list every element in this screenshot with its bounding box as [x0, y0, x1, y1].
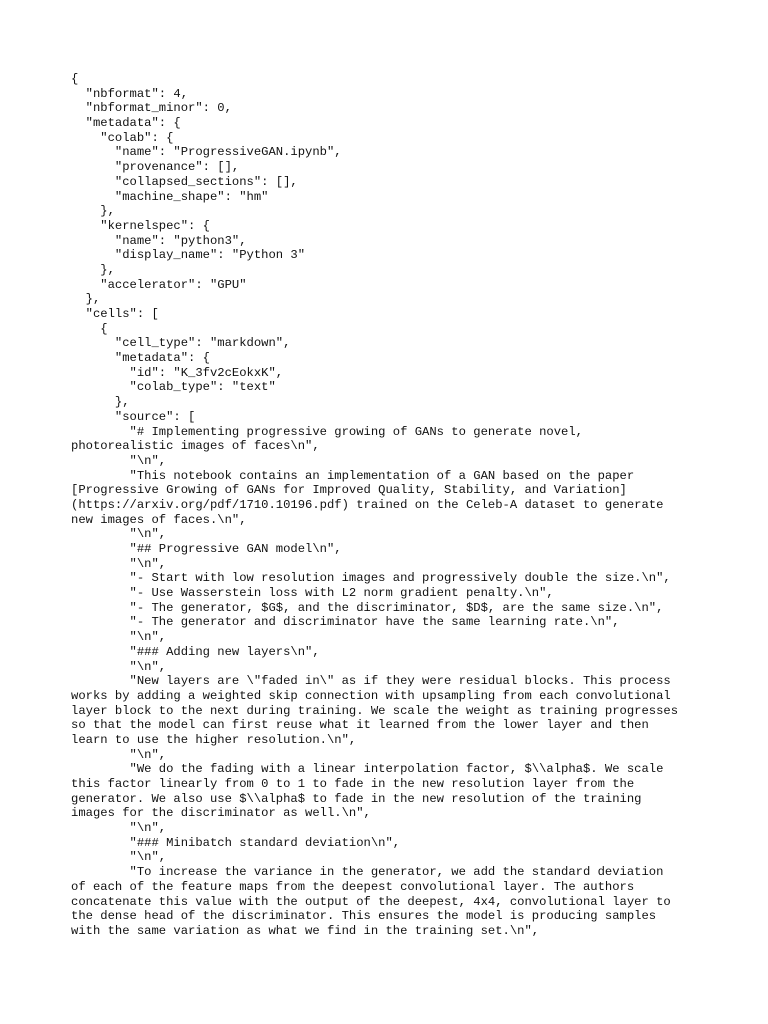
document-line: "colab": {: [71, 130, 174, 145]
document-line: "### Adding new layers\n",: [71, 644, 320, 659]
document-line: "- The generator, $G$, and the discriminator, $D$, are the same size.\n",: [71, 600, 664, 615]
document-line: },: [71, 292, 101, 307]
document-line: "To increase the variance in the generator, we add the standard deviation: [71, 865, 664, 880]
document-line: "We do the fading with a linear interpolation factor, $\\alpha$. We scale: [71, 762, 664, 777]
document-line: (https://arxiv.org/pdf/1710.10196.pdf) trained on the Celeb-A dataset to generate: [71, 497, 664, 512]
document-line: concatenate this value with the output of the deepest, 4x4, convolutional layer to: [71, 894, 671, 909]
document-line: photorealistic images of faces\n",: [71, 439, 320, 454]
document-line: of each of the feature maps from the deepest convolutional layer. The authors: [71, 879, 635, 894]
document-line: "display_name": "Python 3": [71, 248, 306, 263]
document-line: "name": "python3",: [71, 233, 247, 248]
document-line: layer block to the next during training. We scale the weight as training progresses: [71, 703, 679, 718]
document-line: [Progressive Growing of GANs for Improved Quality, Stability, and Variation]: [71, 483, 627, 498]
document-line: "source": [: [71, 409, 196, 424]
document-line: "id": "K_3fv2cEokxK",: [71, 365, 284, 380]
document-line: with the same variation as what we find in the training set.\n",: [71, 923, 540, 938]
document-line: "\n",: [71, 630, 167, 645]
document-line: },: [71, 262, 115, 277]
document-line: "- The generator and discriminator have the same learning rate.\n",: [71, 615, 620, 630]
document-line: the dense head of the discriminator. This ensures the model is producing samples: [71, 909, 657, 924]
document-line: "This notebook contains an implementation of a GAN based on the paper: [71, 468, 635, 483]
document-line: "cells": [: [71, 307, 159, 321]
document-line: "New layers are \"faded in\" as if they were residual blocks. This process: [71, 674, 671, 689]
document-line: "accelerator": "GPU": [71, 277, 247, 292]
document-line: learn to use the higher resolution.\n",: [71, 732, 357, 747]
document-line: "name": "ProgressiveGAN.ipynb",: [71, 145, 342, 160]
document-line: "colab_type": "text": [71, 380, 276, 395]
document-line: "- Start with low resolution images and progressively double the size.\n",: [71, 571, 671, 586]
document-line: this factor linearly from 0 to 1 to fade in the new resolution layer from the: [71, 777, 635, 791]
document-line: "metadata": {: [71, 351, 210, 366]
document-line: "- Use Wasserstein loss with L2 norm gradient penalty.\n",: [71, 586, 554, 601]
document-line: "\n",: [71, 821, 167, 836]
document-line: "nbformat_minor": 0,: [71, 101, 232, 116]
document-line: },: [71, 204, 115, 219]
document-line: "\n",: [71, 556, 167, 571]
document-line: {: [71, 321, 108, 336]
document-line: "\n",: [71, 659, 167, 674]
document-line: "\n",: [71, 453, 167, 468]
document-line: },: [71, 395, 130, 410]
document-line: "\n",: [71, 527, 167, 542]
document-line: "### Minibatch standard deviation\n",: [71, 835, 401, 850]
document-line: so that the model can first reuse what it learned from the lower layer and then: [71, 718, 649, 733]
document-line: "metadata": {: [71, 116, 181, 131]
document-line: "collapsed_sections": [],: [71, 174, 298, 189]
document-line: "cell_type": "markdown",: [71, 336, 291, 351]
document-line: "\n",: [71, 747, 167, 762]
document-line: "nbformat": 4,: [71, 86, 189, 101]
document-line: "kernelspec": {: [71, 218, 210, 233]
document-line: "provenance": [],: [71, 160, 240, 175]
document-line: works by adding a weighted skip connection with upsampling from each convolutional: [71, 688, 671, 703]
document-text: [71, 72, 711, 939]
document-line: "## Progressive GAN model\n",: [71, 542, 342, 556]
document-line: "# Implementing progressive growing of GANs to generate novel,: [71, 424, 583, 439]
document-line: {: [71, 72, 79, 86]
document-line: new images of faces.\n",: [71, 512, 247, 527]
document-line: images for the discriminator as well.\n",: [71, 806, 371, 821]
document-line: generator. We also use $\\alpha$ to fade in the new resolution of the training: [71, 791, 642, 806]
document-line: "machine_shape": "hm": [71, 189, 269, 204]
document-line: "\n",: [71, 850, 167, 865]
